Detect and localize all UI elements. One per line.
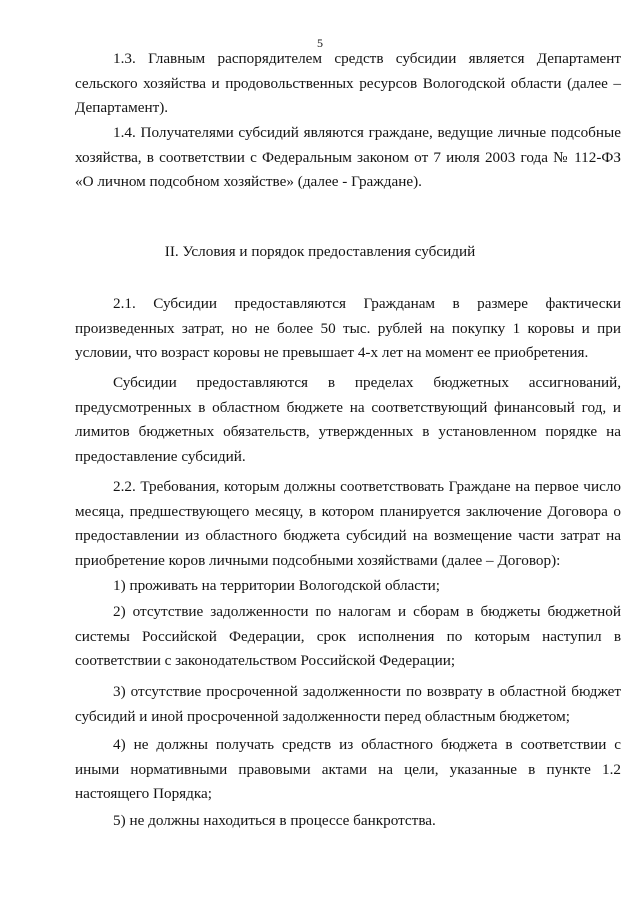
page-number: 5 xyxy=(317,36,323,50)
list-item-3: 3) отсутствие просроченной задолженности по возврату в областной бюджет субсидий и иной просроченной задолженности перед областным бюджетом; xyxy=(75,683,621,725)
paragraph-1-4: 1.4. Получателями субсидий являются граждане, ведущие личные подсобные хозяйства, в соответствии с Федеральным законом от 7 июля 2003 года № 112-ФЗ «О личном подсобном хозяйстве» (далее - Граждане). xyxy=(75,124,621,190)
paragraph-2-1: 2.1. Субсидии предоставляются Гражданам в размере фактически произведенных затрат, но не более 50 тыс. рублей на покупку 1 коровы и при условии, что возраст коровы не превышает 4-х лет на момент ее приобретения. xyxy=(75,295,621,361)
paragraph-2-1-funding: Субсидии предоставляются в пределах бюджетных ассигнований, предусмотренных в областном бюджете на соответствующий финансовый год, и лимитов бюджетных обязательств, утвержденных в установленном порядке на предоставление субсидий. xyxy=(75,374,621,465)
list-item-5: 5) не должны находиться в процессе банкротства. xyxy=(113,812,436,829)
paragraph-2-2: 2.2. Требования, которым должны соответствовать Граждане на первое число месяца, предшествующего месяцу, в котором планируется заключение Договора о предоставлении из областного бюджета субсидий на возмещение части затрат на приобретение коров личными подсобными хозяйствами (далее – Договор): xyxy=(75,478,621,569)
paragraph-1-3: 1.3. Главным распорядителем средств субсидии является Департамент сельского хозяйства и продовольственных ресурсов Вологодской области (далее – Департамент). xyxy=(75,50,621,116)
list-item-4: 4) не должны получать средств из областного бюджета в соответствии с иными нормативными правовыми актами на цели, указанные в пункте 1.2 настоящего Порядка; xyxy=(75,736,621,802)
section-2-heading: II. Условия и порядок предоставления субсидий xyxy=(164,243,476,260)
list-item-2: 2) отсутствие задолженности по налогам и сборам в бюджеты бюджетной системы Российской Федерации, срок исполнения по которым наступил в соответствии с законодательством Российской Федерации; xyxy=(75,603,621,669)
list-item-1: 1) проживать на территории Вологодской области; xyxy=(113,577,441,594)
